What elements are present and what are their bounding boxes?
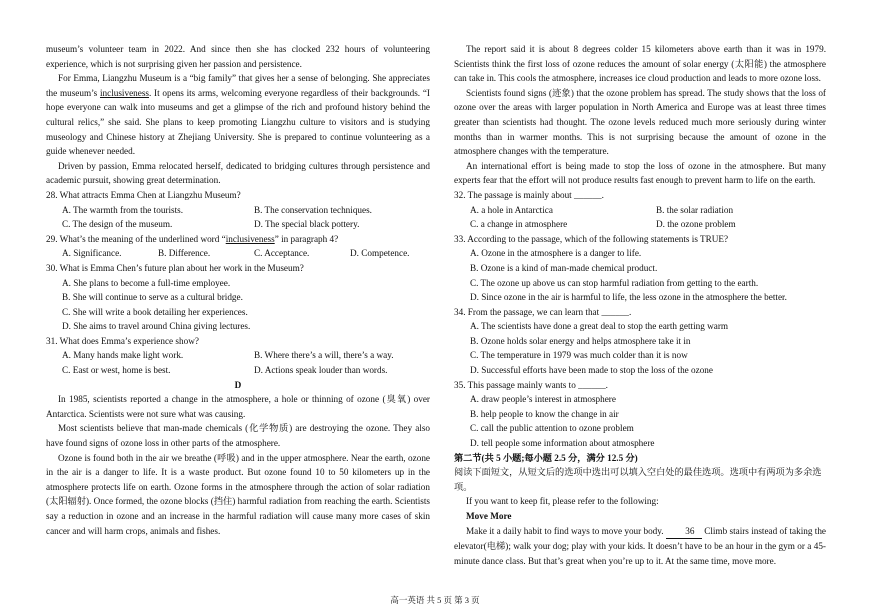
option: B. The conservation techniques. xyxy=(254,204,372,215)
option: C. East or west, home is best. xyxy=(62,365,171,376)
blank-36: 36 xyxy=(666,524,702,540)
option: B. Ozone is a kind of man-made chemical product. xyxy=(470,262,658,273)
question-34: 34. From the passage, we can learn that ______. xyxy=(454,306,632,317)
option: A. Ozone in the atmosphere is a danger to life. xyxy=(470,248,642,259)
underlined-word: inclusiveness xyxy=(225,233,275,244)
left-column xyxy=(46,42,430,538)
option: C. She will write a book detailing her experiences. xyxy=(62,306,248,317)
passage-d-paragraph: The report said it is about 8 degrees colder 15 kilometers above earth than it was in 1979. Scientists think the first loss of ozone reduces the amount of solar energy (太阳能) the atmosphere can take in. This cools the atmosphere, increases ice cloud production and leads to more ozone loss. xyxy=(454,44,826,84)
passage-d-paragraph: Ozone is found both in the air we breathe (呼吸) and in the upper atmosphere. Near the earth, ozone in the air is a danger to life. It is a waste product. But ozone found 10 to 50 kilometers up in the atmosphere protects life on earth. Ozone forms in the atmosphere through the action of solar radiation (太阳辐射). Once formed, the ozone blocks (挡住) harmful radiation from reaching the earth. Scientists say a reduction in ozone and an increase in the harmful radiation will cause many more cases of skin cancer and will harm crops, animals and fishes. xyxy=(46,452,430,536)
text-run: . It opens its arms, welcoming everyone regardless of their backgrounds. “I hope everyone can walk into museums and get a glimpse of the rich and profound history behind the cultural relics,” she said. She plans to keep promoting Liangzhu culture to visitors and is studying museology and Chinese history at Zhejiang University. She is prepared to continue volunteering as a guide whenever needed. xyxy=(46,87,430,157)
question-28: 28. What attracts Emma Chen at Liangzhu Museum? xyxy=(46,189,241,200)
underlined-word: inclusiveness xyxy=(99,87,149,98)
question-31: 31. What does Emma’s experience show? xyxy=(46,335,199,346)
option: A. Many hands make light work. xyxy=(62,350,184,361)
question-34-options xyxy=(454,319,826,377)
option: C. The ozone up above us can stop harmful radiation from getting to the earth. xyxy=(470,277,759,288)
page-footer: 高一英语 共 5 页 第 3 页 xyxy=(390,595,480,605)
option: D. Since ozone in the air is harmful to life, the less ozone in the atmosphere the better. xyxy=(470,292,787,303)
option: D. Actions speak louder than words. xyxy=(254,365,388,376)
option: D. the ozone problem xyxy=(656,219,736,230)
option: C. call the public attention to ozone problem xyxy=(470,423,634,434)
passage-d-paragraph: In 1985, scientists reported a change in the atmosphere, a hole or thinning of ozone (臭氧) over Antarctica. Scientists were not sure what was causing. xyxy=(46,394,430,419)
option: D. tell people some information about atmosphere xyxy=(470,438,655,449)
question-32: 32. The passage is mainly about ______. xyxy=(454,189,604,200)
option: B. help people to know the change in air xyxy=(470,408,619,419)
question-33: 33. According to the passage, which of the following statements is TRUE? xyxy=(454,233,729,244)
option: A. The warmth from the tourists. xyxy=(62,204,184,215)
passage-c-paragraph: museum’s volunteer team in 2022. And since then she has clocked 232 hours of volunteering experience, which is not surprising given her passion and persistence. xyxy=(46,44,430,69)
option: B. Difference. xyxy=(158,248,211,259)
section-2-heading: 第二节(共 5 小题;每小题 2.5 分，满分 12.5 分) xyxy=(454,452,638,463)
option: C. Acceptance. xyxy=(254,248,310,259)
passage-c-paragraph xyxy=(46,71,430,159)
option: B. the solar radiation xyxy=(656,204,734,215)
question-35: 35. This passage mainly wants to ______. xyxy=(454,379,608,390)
option: D. Competence. xyxy=(350,248,410,259)
option: B. Where there’s a will, there’s a way. xyxy=(254,350,394,361)
option: C. The design of the museum. xyxy=(62,219,173,230)
cloze-paragraph xyxy=(454,524,826,569)
option: A. Significance. xyxy=(62,248,122,259)
passage-title: Move More xyxy=(466,511,512,521)
text-run: ” in paragraph 4? xyxy=(274,233,339,244)
question-31-options xyxy=(46,348,430,377)
option: C. a change in atmosphere xyxy=(470,219,568,230)
question-28-options xyxy=(46,203,430,232)
option: D. Successful efforts have been made to stop the loss of the ozone xyxy=(470,365,713,376)
question-32-options xyxy=(454,203,826,232)
passage-intro: If you want to keep fit, please refer to the following: xyxy=(466,496,659,507)
option: A. She plans to become a full-time employee. xyxy=(62,277,231,288)
passage-d-paragraph: An international effort is being made to stop the loss of ozone in the atmosphere. But many experts fear that the effort will not produce results fast enough to prevent harm to life on the earth. xyxy=(454,160,826,186)
passage-d-paragraph: Scientists found signs (迹象) that the ozone problem has spread. The study shows that the loss of ozone over the areas with larger population in North America and Europe was at least three times greater than scientists had thought. The ozone levels reduced much more seriously during winter months than in warmer months. This is not surprising because the amount of ozone in the atmosphere changes with the temperature. xyxy=(454,87,826,157)
option: C. The temperature in 1979 was much colder than it is now xyxy=(470,350,688,361)
passage-c-paragraph: Driven by passion, Emma relocated herself, dedicated to bridging cultures through persistence and academic pursuit, showing great determination. xyxy=(46,160,430,186)
question-30: 30. What is Emma Chen’s future plan about her work in the Museum? xyxy=(46,262,304,273)
question-29-options xyxy=(46,246,430,261)
option: A. The scientists have done a great deal to stop the earth getting warm xyxy=(470,321,729,332)
option: D. She aims to travel around China giving lectures. xyxy=(62,321,251,332)
option: A. a hole in Antarctica xyxy=(470,204,553,215)
text-run: Make it a daily habit to find ways to move your body. xyxy=(466,525,666,536)
passage-d-paragraph: Most scientists believe that man-made chemicals (化学物质) are destroying the ozone. They also have found signs of ozone loss in other parts of the atmosphere. xyxy=(46,423,430,449)
option: D. The special black pottery. xyxy=(254,219,360,230)
question-35-options xyxy=(454,392,826,450)
question-30-options xyxy=(46,276,430,334)
section-2-instructions: 阅读下面短文，从短文后的选项中选出可以填入空白处的最佳选项。选项中有两项为多余选项。 xyxy=(454,467,822,492)
option: A. draw people’s interest in atmosphere xyxy=(470,394,616,405)
option: B. She will continue to serve as a cultural bridge. xyxy=(62,292,243,303)
option: B. Ozone holds solar energy and helps atmosphere take it in xyxy=(470,335,691,346)
text-run: For Emma, Liangzhu Museum is a “big family” that gives her a sense of belonging. She appreciates the museum’s xyxy=(46,73,430,98)
question-33-options xyxy=(454,246,826,304)
section-heading: D xyxy=(234,379,242,390)
text-run: Climb stairs instead of taking the elevator(电梯); walk your dog; play with your kids. It doesn’t have to be an hour in the gym or a 45-minute dance class. But that’s great when you’re up to it. At the same time, move more. xyxy=(454,525,826,566)
question-29 xyxy=(46,232,430,247)
right-column xyxy=(454,42,826,568)
text-run: 29. What’s the meaning of the underlined word “ xyxy=(46,233,226,244)
